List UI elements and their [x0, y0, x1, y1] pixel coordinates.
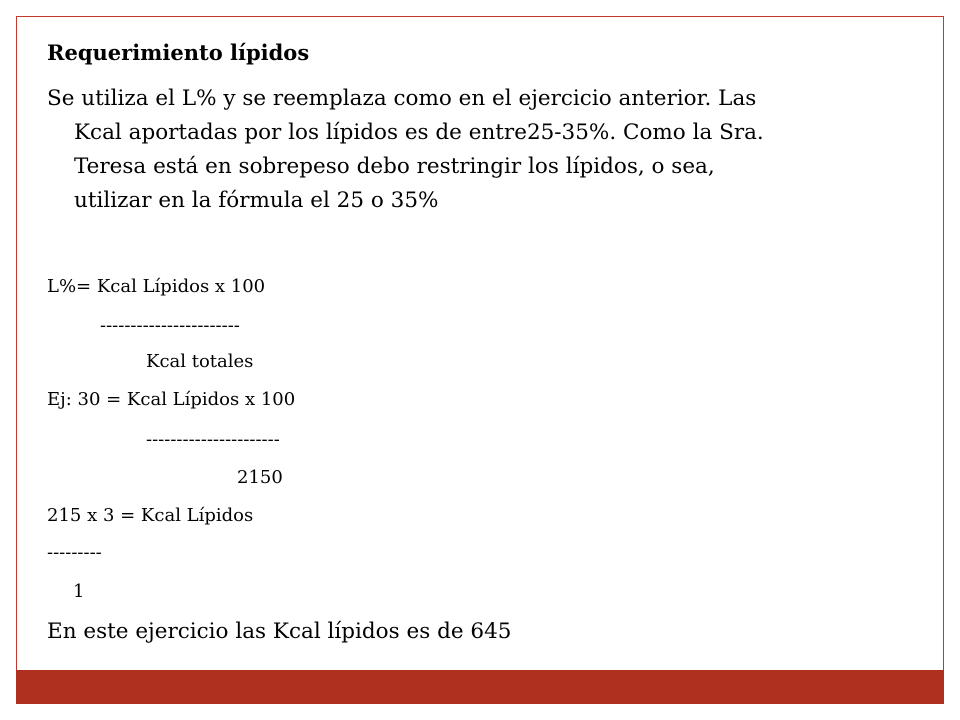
paragraph-line: utilizar en la fórmula el 25 o 35%	[74, 188, 439, 213]
paragraph-line: Se utiliza el L% y se reemplaza como en el ejercicio anterior. Las	[47, 86, 757, 111]
calc-divider: ---------	[47, 542, 102, 563]
formula-denominator: Kcal totales	[146, 351, 254, 372]
example-divider: ----------------------	[146, 429, 280, 450]
paragraph-line: Kcal aportadas por los lípidos es de entre25-35%. Como la Sra.	[74, 120, 764, 145]
example-numerator: Ej: 30 = Kcal Lípidos x 100	[47, 389, 296, 410]
formula-numerator: L%= Kcal Lípidos x 100	[47, 276, 266, 297]
example-denominator: 2150	[237, 467, 283, 488]
calc-denominator: 1	[73, 581, 85, 602]
intro-paragraph	[47, 82, 927, 218]
slide-title: Requerimiento lípidos	[47, 40, 310, 65]
paragraph-line: Teresa está en sobrepeso debo restringir los lípidos, o sea,	[74, 154, 715, 179]
conclusion-text: En este ejercicio las Kcal lípidos es de 645	[47, 619, 512, 644]
calc-numerator: 215 x 3 = Kcal Lípidos	[47, 505, 254, 526]
formula-divider: -----------------------	[100, 315, 240, 336]
